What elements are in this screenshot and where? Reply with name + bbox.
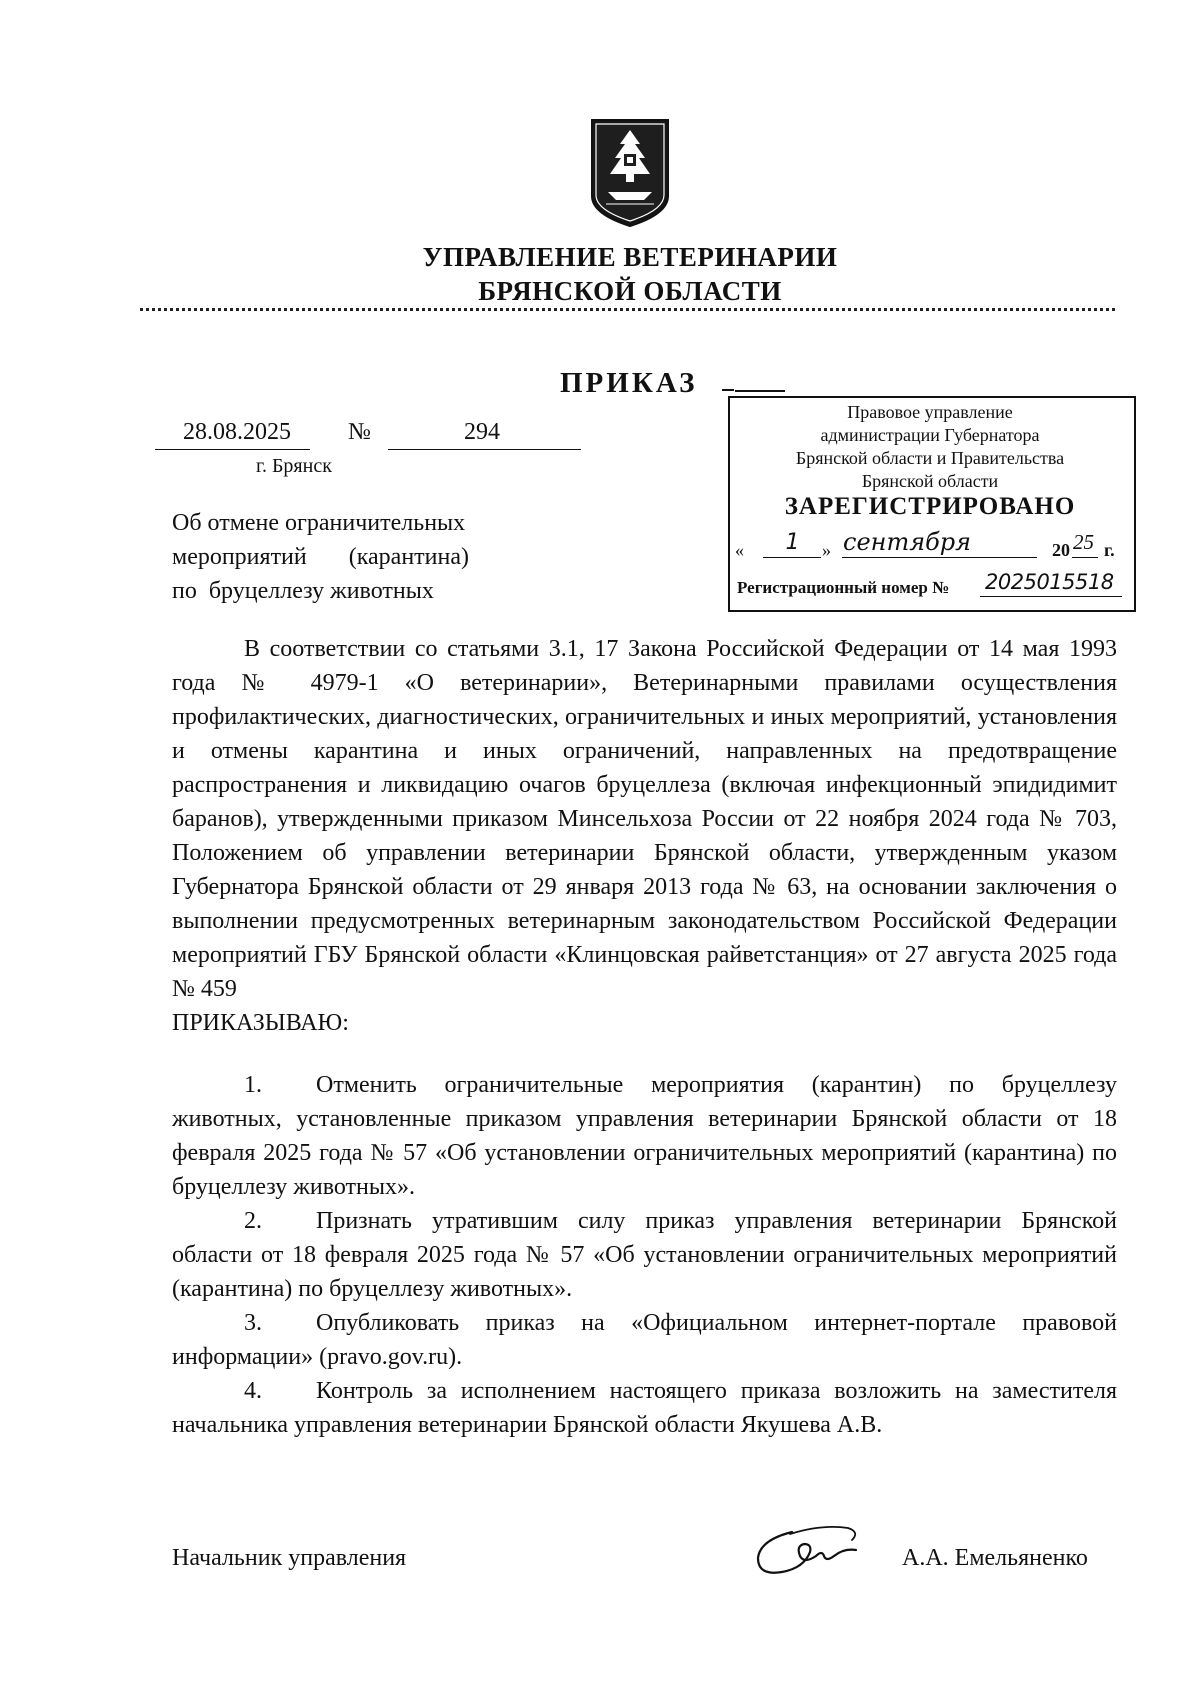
- order-item-text: Отменить ограничительные мероприятия (карантин) по бруцеллезу животных, установленные приказом управления ветеринарии Брянской области от 18 февраля 2025 года № 57 «Об установлении ограничительных мероприятий (карантина) по бруцеллезу животных».: [172, 1072, 1117, 1200]
- subject-line3: по бруцеллезу животных: [172, 578, 434, 604]
- order-item: [172, 1374, 1117, 1442]
- order-item-number: 4.: [244, 1378, 262, 1404]
- order-item: [172, 1068, 1117, 1204]
- order-item-number: 3.: [244, 1310, 262, 1336]
- date-underline: [155, 449, 310, 450]
- stamp-year-end: г.: [1104, 540, 1115, 560]
- stamp-year-prefix: 20: [1052, 540, 1070, 560]
- stamp-month: сентября: [843, 528, 972, 556]
- stamp-line4: Брянской области: [861, 471, 999, 491]
- stamp-regnum-value: 2025015518: [985, 570, 1114, 594]
- stamp-registered: ЗАРЕГИСТРИРОВАНО: [784, 493, 1076, 520]
- number-sign: №: [348, 419, 371, 445]
- stamp-year-suffix: 25: [1073, 530, 1094, 554]
- subject-line2: мероприятий (карантина): [172, 544, 469, 570]
- stamp-line3: Брянской области и Правительства: [795, 448, 1065, 468]
- header-divider: [140, 308, 1115, 311]
- document-title: ПРИКАЗ: [560, 367, 698, 399]
- document-number: 294: [464, 419, 500, 445]
- subject-line1: Об отмене ограничительных: [172, 510, 466, 536]
- stamp-line2: администрации Губернатора: [820, 425, 1040, 445]
- order-item-text: Опубликовать приказ на «Официальном интернет-портале правовой информации» (pravo.gov.ru).: [172, 1310, 1117, 1370]
- coat-of-arms-emblem: [588, 118, 672, 228]
- stamp-quote-close: »: [822, 540, 831, 560]
- stamp-day: 1: [785, 530, 800, 555]
- order-item-number: 1.: [244, 1072, 262, 1098]
- order-items: [172, 1068, 1117, 1442]
- order-item: [172, 1204, 1117, 1306]
- document-date: 28.08.2025: [183, 419, 291, 445]
- order-item-text: Контроль за исполнением настоящего приказа возложить на заместителя начальника управления ветеринарии Брянской области Якушева А.В.: [172, 1378, 1117, 1438]
- signatory-role: Начальник управления: [172, 1545, 407, 1571]
- signatory-name: А.А. Емельяненко: [902, 1545, 1088, 1571]
- stamp-line1: Правовое управление: [847, 402, 1013, 422]
- decree-word: ПРИКАЗЫВАЮ:: [172, 1010, 349, 1036]
- stamp-corner-mark: [722, 389, 734, 391]
- stamp-year-underline: [1072, 557, 1098, 558]
- preamble-paragraph: В соответствии со статьями 3.1, 17 Закона Российской Федерации от 14 мая 1993 года № 4979-1 «О ветеринарии», Ветеринарными правилами осуществления профилактических, диагностических, ограничительных и иных мероприятий, установления и отмены карантина и иных ограничений, направленных на предотвращение распространения и ликвидацию очагов бруцеллеза (включая инфекционный эпидидимит баранов), утвержденными приказом Минсельхоза России от 22 ноября 2024 года № 703, Положением об управлении ветеринарии Брянской области, утвержденным указом Губернатора Брянской области от 29 января 2013 года № 63, на основании заключения о выполнении предусмотренных ветеринарным законодательством Российской Федерации мероприятий ГБУ Брянской области «Клинцовская райветстанция» от 27 августа 2025 года № 459: [172, 636, 1117, 1002]
- organization-name-line1: УПРАВЛЕНИЕ ВЕТЕРИНАРИИ: [422, 242, 838, 272]
- handwritten-signature: [752, 1522, 888, 1580]
- stamp-regnum-label: Регистрационный номер №: [737, 578, 950, 597]
- number-underline: [388, 449, 581, 450]
- organization-name-line2: БРЯНСКОЙ ОБЛАСТИ: [478, 276, 782, 306]
- stamp-month-underline: [842, 557, 1037, 558]
- order-item: [172, 1306, 1117, 1374]
- stamp-corner-mark-top: [735, 390, 785, 392]
- document-city: г. Брянск: [256, 455, 332, 477]
- order-item-number: 2.: [244, 1208, 262, 1234]
- order-item-text: Признать утратившим силу приказ управления ветеринарии Брянской области от 18 февраля 2025 года № 57 «Об установлении ограничительных мероприятий (карантина) по бруцеллезу животных».: [172, 1208, 1117, 1302]
- document-body: [172, 632, 1117, 1442]
- stamp-quote-open: «: [735, 540, 744, 560]
- stamp-day-underline: [763, 557, 821, 558]
- stamp-regnum-underline: [980, 596, 1122, 597]
